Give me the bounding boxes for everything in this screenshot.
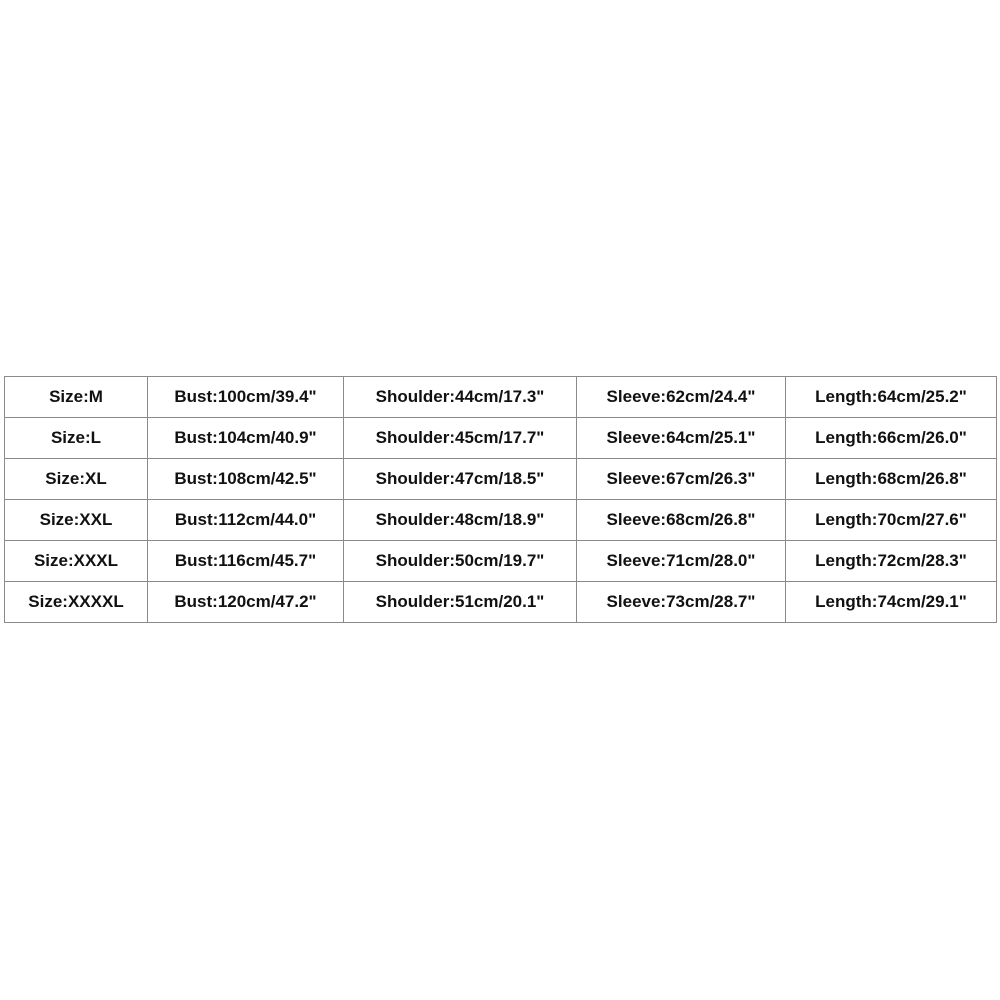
bust-cell: Bust:120cm/47.2" [148,582,344,623]
sleeve-cell: Sleeve:64cm/25.1" [577,418,786,459]
size-cell: Size:XXXL [5,541,148,582]
table-row [5,418,997,459]
length-cell: Length:74cm/29.1" [786,582,997,623]
table-row [5,459,997,500]
sleeve-cell: Sleeve:71cm/28.0" [577,541,786,582]
shoulder-cell: Shoulder:51cm/20.1" [344,582,577,623]
size-cell: Size:XL [5,459,148,500]
sleeve-cell: Sleeve:67cm/26.3" [577,459,786,500]
sleeve-cell: Sleeve:62cm/24.4" [577,377,786,418]
bust-cell: Bust:100cm/39.4" [148,377,344,418]
sleeve-cell: Sleeve:73cm/28.7" [577,582,786,623]
shoulder-cell: Shoulder:44cm/17.3" [344,377,577,418]
shoulder-cell: Shoulder:48cm/18.9" [344,500,577,541]
length-cell: Length:72cm/28.3" [786,541,997,582]
table-row [5,500,997,541]
table-row [5,582,997,623]
length-cell: Length:70cm/27.6" [786,500,997,541]
length-cell: Length:64cm/25.2" [786,377,997,418]
bust-cell: Bust:108cm/42.5" [148,459,344,500]
bust-cell: Bust:112cm/44.0" [148,500,344,541]
size-chart-table [4,376,997,623]
shoulder-cell: Shoulder:47cm/18.5" [344,459,577,500]
length-cell: Length:68cm/26.8" [786,459,997,500]
shoulder-cell: Shoulder:45cm/17.7" [344,418,577,459]
size-cell: Size:XXL [5,500,148,541]
table-row [5,377,997,418]
sleeve-cell: Sleeve:68cm/26.8" [577,500,786,541]
bust-cell: Bust:104cm/40.9" [148,418,344,459]
size-cell: Size:L [5,418,148,459]
length-cell: Length:66cm/26.0" [786,418,997,459]
table-row [5,541,997,582]
size-cell: Size:M [5,377,148,418]
bust-cell: Bust:116cm/45.7" [148,541,344,582]
size-cell: Size:XXXXL [5,582,148,623]
shoulder-cell: Shoulder:50cm/19.7" [344,541,577,582]
